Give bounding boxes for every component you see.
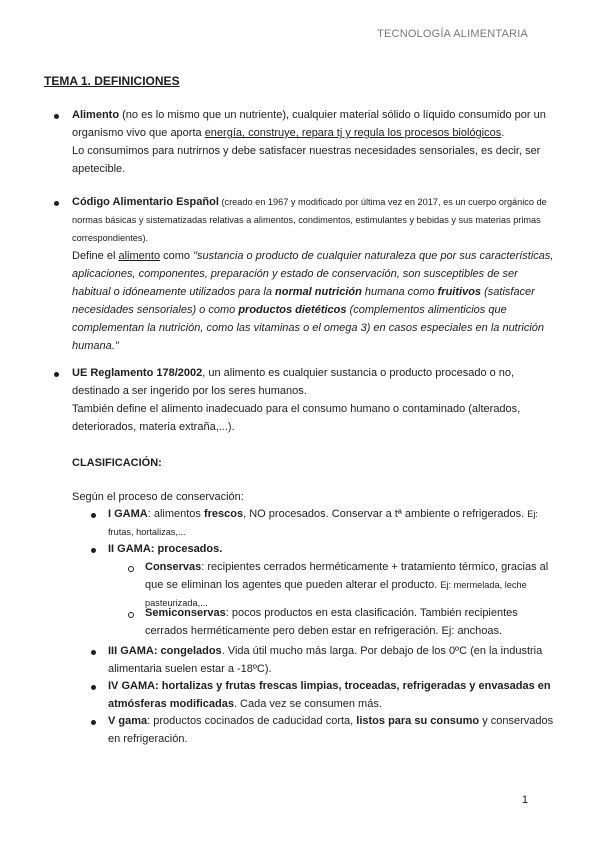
- clasificacion-intro: Según el proceso de conservación:: [72, 491, 244, 503]
- gama-5: V gama: productos cocinados de caducidad corta, listos para su consumo y conservados en refrigeración.: [108, 715, 554, 745]
- bullet-circle: [128, 566, 134, 572]
- bullet-dot: [91, 650, 96, 655]
- alimento-line2: Lo consumimos para nutrirnos y debe satisfacer nuestras necesidades sensoriales, es decir, ser apetecible.: [72, 145, 541, 175]
- definition-alimento: [72, 106, 558, 178]
- term-codigo: Código Alimentario Español: [72, 196, 219, 208]
- term-ue: UE Reglamento 178/2002: [72, 367, 203, 379]
- definition-ue: [72, 364, 558, 436]
- bullet-dot: [54, 201, 59, 206]
- semiconservas: Semiconservas: pocos productos en esta clasificación. También recipientes cerrados herméticamente pero deben estar en refrigeración. Ej: anchoas.: [145, 607, 518, 637]
- codigo-define-pre: Define el: [72, 250, 119, 262]
- bullet-dot: [91, 720, 96, 725]
- conservas: Conservas: recipientes cerrados herméticamente + tratamiento térmico, gracias al que se eliminan los agentes que pueden alterar el producto. Ej: mermelada, leche pasteurizada,...: [145, 561, 549, 608]
- ue-text: , un alimento es cualquier sustancia o producto procesado o no, destinado a ser ingerido por los seres humanos.: [72, 367, 515, 397]
- alimento-text-end: .: [501, 127, 505, 139]
- page-number: 1: [521, 794, 528, 806]
- page-title: TEMA 1. DEFINICIONES: [44, 74, 180, 88]
- gama-2: II GAMA: procesados.: [108, 543, 223, 555]
- bullet-dot: [91, 685, 96, 690]
- bullet-dot: [54, 372, 59, 377]
- bullet-dot: [91, 513, 96, 518]
- term-alimento: Alimento: [72, 109, 120, 121]
- gama-3: III GAMA: congelados. Vida útil mucho más larga. Por debajo de los 0ºC (en la industria alimentaria suelen estar a -18ºC).: [108, 645, 543, 675]
- gama-4: IV GAMA: hortalizas y frutas frescas limpias, troceadas, refrigeradas y envasadas en atmósferas modificadas. Cada vez se consumen más.: [108, 680, 551, 710]
- codigo-quote: "sustancia o producto de cualquier naturaleza que por sus características, aplicaciones, componentes, preparación y estado de conservación, son susceptibles de ser habitual o idóneamente utilizados para la normal nutrición humana como fruitivos (satisfacer necesidades sensoriales) o como productos dietéticos (complementos alimenticios que complementan la nutrición, como las vitaminas o el omega 3) en casos especiales en la nutrición humana.": [72, 250, 554, 352]
- codigo-small-text: (creado en 1967 y modificado por última vez en 2017, es un cuerpo orgánico de normas básicas y sistematizadas relativas a alimentos, condimentos, estimulantes y bebidas y sus materias primas correspondientes).: [72, 197, 547, 243]
- codigo-define-word: alimento: [118, 250, 161, 262]
- document-header: TECNOLOGÍA ALIMENTARIA: [377, 28, 528, 40]
- bullet-dot: [54, 114, 59, 119]
- definition-codigo: [72, 193, 558, 355]
- codigo-define-post: como: [160, 250, 194, 262]
- bullet-circle: [128, 612, 134, 618]
- alimento-text: (no es lo mismo que un nutriente), cualquier material sólido o líquido consumido por un organismo vivo que aporta: [72, 109, 546, 139]
- bullet-dot: [91, 548, 96, 553]
- section-heading-clasificacion: CLASIFICACIÓN:: [72, 457, 162, 469]
- ue-line2: También define el alimento inadecuado para el consumo humano o contaminado (alterados, deteriorados, materia extraña,...).: [72, 403, 521, 433]
- gama-1: I GAMA: alimentos frescos, NO procesados. Conservar a tª ambiente o refrigerados. Ej: frutas, hortalizas,...: [108, 508, 538, 537]
- alimento-underlined: energía, construye, repara tj y regula los procesos biológicos: [204, 127, 502, 139]
